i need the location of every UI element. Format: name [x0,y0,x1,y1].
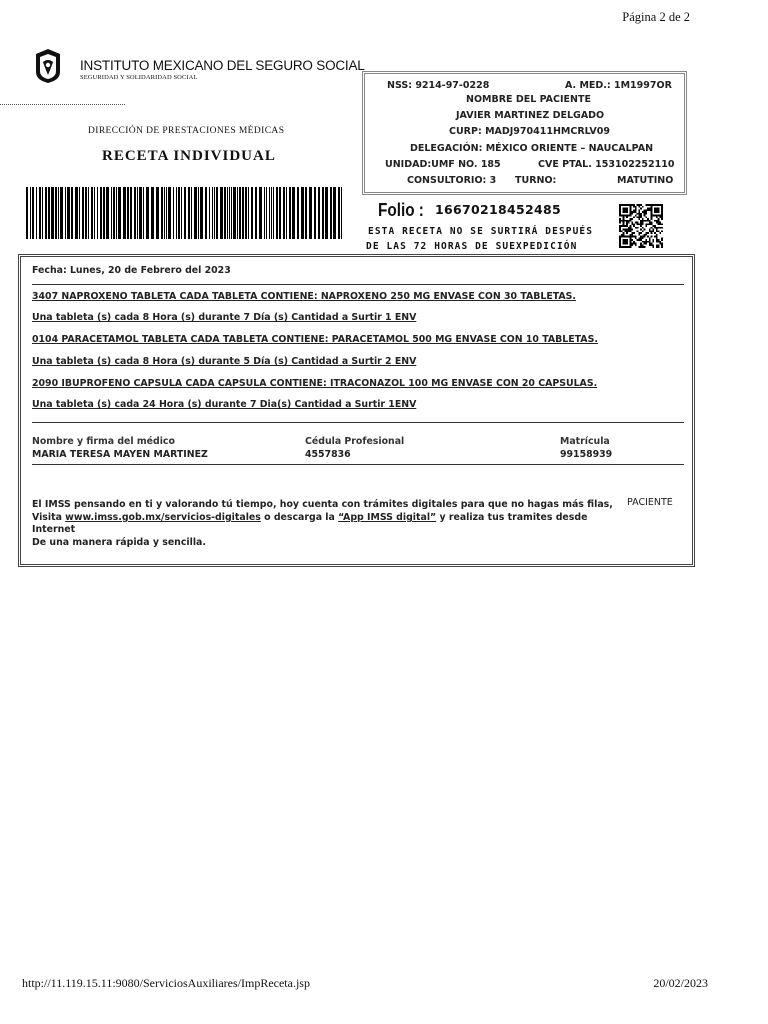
a-med: A. MED.: 1M1997OR [565,80,672,91]
validity-warning-line1: ESTA RECETA NO SE SURTIRÁ DESPUÉS [368,226,594,237]
folio-label: Folio : [378,200,424,220]
delegacion: DELEGACIÓN: MÉXICO ORIENTE – NAUCALPAN [410,143,654,154]
barcode-icon [26,187,342,239]
turno-label: TURNO: [515,175,557,186]
patient-name: JAVIER MARTINEZ DELGADO [456,110,605,121]
unidad: UNIDAD:UMF NO. 185 [385,159,501,170]
direccion-heading: DIRECCIÓN DE PRESTACIONES MÉDICAS [88,126,285,136]
cedula-label: Cédula Profesional [305,436,405,447]
notice-line4: De una manera rápida y sencilla. [32,537,206,548]
imss-digital-link[interactable]: www.imss.gob.mx/servicios-digitales [65,512,261,523]
footer-url: http://11.119.15.11:9080/ServiciosAuxiliares/ImpReceta.jsp [22,976,310,990]
dosage-2: Una tableta (s) cada 8 Hora (s) durante 5 Día (s) Cantidad a Surtir 2 ENV [32,356,417,367]
org-name: INSTITUTO MEXICANO DEL SEGURO SOCIAL [80,58,365,73]
folio-value: 16670218452485 [435,202,561,217]
imss-logo-icon [34,48,62,84]
divider [32,284,684,285]
medication-1: 3407 NAPROXENO TABLETA CADA TABLETA CONTIENE: NAPROXENO 250 MG ENVASE CON 30 TABLETAS. [32,291,576,302]
nss: NSS: 9214-97-0228 [387,80,490,91]
matricula-label: Matrícula [560,436,610,447]
curp: CURP: MADJ970411HMCRLV09 [449,126,610,137]
patient-name-heading: NOMBRE DEL PACIENTE [466,94,591,105]
notice-line1: El IMSS pensando en ti y valorando tú tiempo, hoy cuenta con trámites digitales para que no hagas más filas, [32,499,613,510]
dosage-3: Una tableta (s) cada 24 Hora (s) durante 7 Dia(s) Cantidad a Surtir 1ENV [32,399,417,410]
validity-warning-line2: DE LAS 72 HORAS DE SUEXPEDICIÓN [366,241,578,252]
notice-line3: Internet [32,524,76,535]
notice-mid: o descarga la [260,512,339,523]
fecha: Fecha: Lunes, 20 de Febrero del 2023 [32,265,231,276]
cedula-value: 4557836 [305,449,351,460]
footer-date: 20/02/2023 [653,976,708,990]
doctor-name: MARIA TERESA MAYEN MARTINEZ [32,449,208,460]
consultorio: CONSULTORIO: 3 [407,175,497,186]
medication-3: 2090 IBUPROFENO CAPSULA CADA CAPSULA CONTIENE: ITRACONAZOL 100 MG ENVASE CON 20 CAPSULAS. [32,378,598,389]
document-title: RECETA INDIVIDUAL [102,148,276,164]
app-imss-digital: “App IMSS digital” [338,512,437,523]
copy-label: PACIENTE [627,497,673,508]
matricula-value: 99158939 [560,449,613,460]
notice-end: y realiza tus tramites desde [436,512,588,523]
notice-visita: Visita [32,512,66,523]
dosage-1: Una tableta (s) cada 8 Hora (s) durante 7 Día (s) Cantidad a Surtir 1 ENV [32,312,417,323]
patient-info-box [362,71,687,195]
divider [32,422,684,423]
notice-line2 [32,512,587,523]
page-number: Página 2 de 2 [622,10,690,24]
prescription-box [18,254,695,567]
doctor-label: Nombre y firma del médico [32,436,175,447]
turno: MATUTINO [617,175,674,186]
divider [32,464,684,465]
qr-code-icon [619,204,663,248]
dotted-divider [0,104,125,105]
medication-2: 0104 PARACETAMOL TABLETA CADA TABLETA CONTIENE: PARACETAMOL 500 MG ENVASE CON 10 TABLETAS. [32,334,598,345]
org-subtitle: SEGURIDAD Y SOLIDARIDAD SOCIAL [80,74,198,81]
cve-ptal: CVE PTAL. 153102252110 [538,159,675,170]
